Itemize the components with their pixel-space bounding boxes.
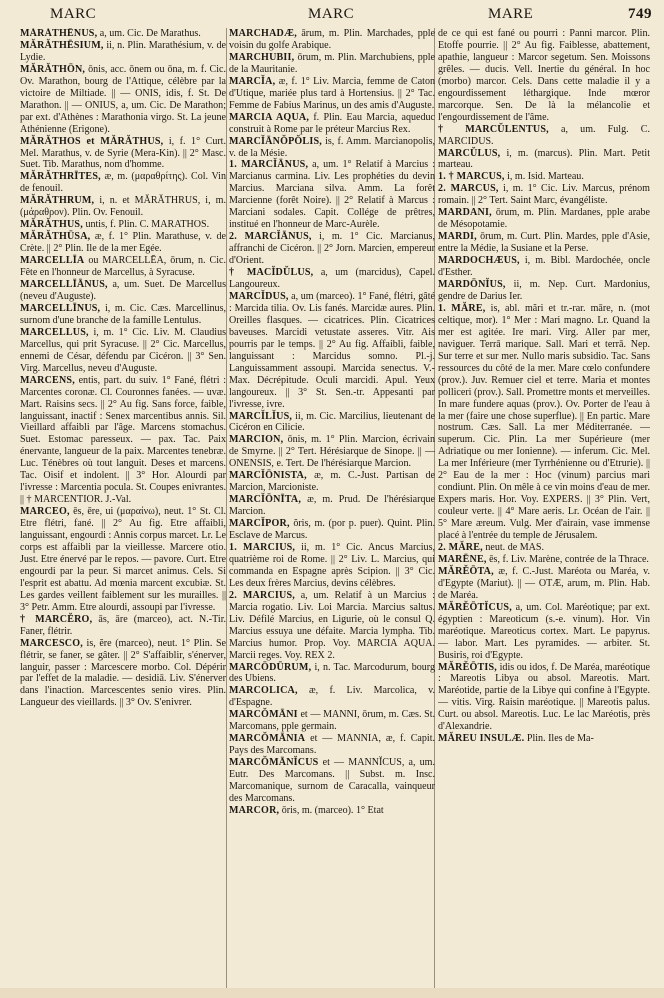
entry-headword: 2. MARCĬĀNUS,: [229, 231, 312, 243]
dictionary-entry: [20, 28, 226, 40]
entry-definition: ōnis, acc. ōnem ou ōna, m. f. Cic. Ov. Marathon, bourg de l'Attique, célèbre par la victoire de Miltiade. || — ONIS, idis, f. St. De Marathon. || — ONIUS, a, um. Cic. De Marathon; par ext. d'Athènes : Marathonia virgo. St. La jeune Athénienne (Erigone).: [20, 63, 226, 135]
dictionary-entry: [20, 231, 226, 255]
dictionary-entry: [438, 171, 650, 183]
entry-definition: a, um. Col. Maréotique; par ext. égyptien : Mareoticum (s.-e. vinum). Hor. Vin maréotique. Mareoticus cortex. Mart. Le papyrus. — labor. Mart. Les pyramides. — arbiter. St. Busiris, roi d'Egypte.: [438, 601, 650, 661]
entry-headword: MARDANI,: [438, 207, 492, 219]
entry-definition: i, m. Bibl. Mardochée, oncle d'Esther.: [438, 255, 650, 279]
dictionary-entry: [229, 805, 435, 817]
entry-definition: entis, part. du suiv. 1° Fané, flétri : Marcentes coronæ. Cl. Couronnes fanées. — uvæ. Mart. Raisins secs. || 2° Au fig. Sans force, faible, languissant, inactif : Senex marcentibus annis. Sil. Vieillard affaibli par l'âge. Marcens stomachus. Suet. Estomac paresseux. — pax. Tac. Paix énervante, langueur de la paix. Marcentes tenebræ. Luc. Ténèbres où tout languit. Deses et marcens. Tac. Oisif et indolent. || 3° Hor. Alourdi par l'ivresse : Marcentia pocula. St. Coupes enivrantes. || † MARCENTIOR. J.-Val.: [20, 374, 226, 506]
page-bottom-edge: [0, 988, 664, 998]
entry-definition: i, m. 1° Cic. Marcianus, affranchi de Cicéron. || 2° Jorn. Marcien, empereur d'Orient.: [229, 231, 435, 267]
dictionary-entry: [229, 291, 435, 411]
header-right-running-head: MARE: [488, 6, 534, 22]
entry-headword: MARDI,: [438, 231, 477, 243]
entry-headword: MARCOR,: [229, 804, 280, 816]
column-3: [438, 28, 650, 994]
dictionary-entry: [229, 662, 435, 686]
entry-definition: ārum, m. Plin. Marchades, pple voisin du golfe Arabique.: [229, 28, 435, 51]
entry-headword: MARCOLICA,: [229, 685, 298, 697]
entry-headword: MĂRĂTHUS,: [20, 219, 83, 231]
entry-headword: MARCĬPOR,: [229, 518, 290, 530]
entry-definition: a, um. Suet. De Marcellus (neveu d'Auguste).: [20, 279, 226, 302]
dictionary-entry: [20, 614, 226, 638]
entry-headword: MĂRĔŌTIS,: [438, 661, 498, 673]
entry-definition: i, m. 1° Cic. Liv. Marcus, prénom romain. || 2° Tert. Saint Marc, évangéliste.: [438, 183, 650, 207]
entry-headword: MARCION,: [229, 434, 284, 446]
dictionary-entry: [20, 279, 226, 303]
dictionary-entry: [229, 76, 435, 112]
dictionary-entry: [438, 255, 650, 279]
dictionary-entry: [20, 40, 226, 64]
entry-definition: a, um (marceo). 1° Fané, flétri, gâté : Marcida tilia. Ov. Lis fanés. Marcidæ aures. Plin. Oreilles flasques. — cicatrices. Plin. Cicatrices baveuses. Marcidi vetustate asseres. Vitr. Ais pourris par le temps. || 2° Au fig. Affaibli, faible, languissant : Marcidus somno. Pl.-j. Languissamment assoupi. Marcida senectus. V.-Max. Décrépitude. Oculi marcidi. Apul. Yeux langoureux. || 3° St. Sen.-tr. Appesanti par l'ivresse, ivre.: [229, 290, 435, 410]
dictionary-entry: [20, 255, 226, 279]
entry-headword: MARCELLĪNUS,: [20, 302, 101, 314]
dictionary-entry: [229, 159, 435, 231]
entry-definition: i, m. (marcus). Plin. Mart. Petit marteau.: [438, 147, 650, 171]
dictionary-entry: [229, 518, 435, 542]
entry-definition: æ, f. 1° Plin. Marathuse, v. de Crète. || 2° Plin. Ile de la mer Egée.: [20, 231, 226, 255]
entry-definition: æ, f. Liv. Marcolica, v. d'Espagne.: [229, 685, 435, 709]
entry-definition: æ, m. C.-Just. Partisan de Marcion, Marcioniste.: [229, 470, 435, 494]
entry-definition: i, n. et MĂRĂTHRUS, i, m. (μάραθρον). Plin. Ov. Fenouil.: [20, 195, 226, 219]
entry-definition: a, um. 1° Relatif à Marcius : Marcianus carmina. Liv. Les prophéties du devin Marcius. Marciana silva. Amm. La forêt Marcienne (forêt Noire). || 2° Relatif à Marcus : Marciani sodales. Capit. Collége de prêtres, institué en l'honneur de Marc-Aurèle.: [229, 159, 435, 231]
dictionary-entry: [229, 434, 435, 470]
dictionary-entry: [229, 136, 435, 160]
dictionary-entry: [20, 303, 226, 327]
entry-headword: MARCĬĀNŎPŎLIS,: [229, 135, 322, 147]
entry-headword: MARCELLĪA: [20, 255, 85, 267]
dictionary-entry: [229, 685, 435, 709]
dictionary-entry: [229, 52, 435, 76]
entry-headword: MARDOCHÆUS,: [438, 255, 520, 267]
entry-headword: MARCEO,: [20, 506, 70, 518]
dictionary-entry: [438, 554, 650, 566]
entry-headword: MARCHUBII,: [229, 51, 295, 63]
entry-definition: ou MARCELLĒA, ōrum, n. Cic. Fête en l'honneur de Marcellus, à Syracuse.: [20, 255, 226, 279]
dictionary-entry: [438, 207, 650, 231]
entry-headword: MARCŎMĀNIA: [229, 733, 306, 745]
entry-headword: 1. MARCĬĀNUS,: [229, 159, 309, 171]
dictionary-entry: [229, 28, 435, 52]
dictionary-entry: [229, 470, 435, 494]
entry-definition: idis ou idos, f. De Maréa, maréotique : Mareotis Libya ou absol. Mareotis. Mart. Maréotide, partie de la Libye qui confine à l'Egypte. — vitis. Virg. Raisin maréotique. || Mareotis palus. Curt. ou absol. Mareotis. Luc. Le lac Maréotis, près d'Alexandrie.: [438, 661, 650, 733]
entry-headword: MARCŌDŪRUM,: [229, 661, 312, 673]
entry-definition: æ, f. C.-Just. Maréota ou Maréa, v. d'Egypte (Mariut). || — OTÆ, arum, m. Plin. Hab. de Maréa.: [438, 565, 650, 601]
entry-headword: MARDŌNĬUS,: [438, 279, 506, 291]
dictionary-entry: [229, 112, 435, 136]
header-left-running-head: MARC: [50, 6, 97, 22]
dictionary-entry: [438, 733, 650, 745]
dictionary-entry: [438, 231, 650, 255]
entry-headword: MĂRĔŌTA,: [438, 565, 494, 577]
entry-headword: † MARCŬLENTUS,: [438, 123, 549, 135]
entry-definition: et — MANNI, ōrum, m. Cæs. St. Marcomans, pple germain.: [229, 709, 435, 733]
entry-headword: 2. MARCIUS,: [229, 589, 295, 601]
entry-definition: Plin. Iles de Ma-: [526, 733, 594, 745]
entry-definition: ii, n. Plin. Marathésium, v. de Lydie.: [20, 39, 226, 63]
column-2: [229, 28, 435, 994]
entry-definition: æ, m. (μαραθρίτης). Col. Vin de fenouil.: [20, 171, 226, 195]
entry-definition: a, um. Relatif à un Marcius : Marcia rogatio. Liv. Loi Marcia. Marcius saltus. Liv. Défilé Marcius, en Ligurie, où le consul Q. Marcius essuya une défaite. Marcia lympha. Tib. Marcius humor. Prop. Voy. MARCIA AQUA. Marcii reges. Voy. REX 2.: [229, 589, 435, 661]
dictionary-entry: [438, 542, 650, 554]
entry-definition: a, um. Fulg. C. MARCIDUS.: [438, 123, 650, 147]
entry-definition: et — MANNĬCUS, a, um. Eutr. Des Marcomans. || Subst. m. Insc. Marcomanique, surnom de Caracalla, vainqueur des Marcomans.: [229, 757, 435, 804]
dictionary-entry: [20, 171, 226, 195]
entry-headword: MARCIA AQUA,: [229, 111, 310, 123]
entry-headword: MARCĬŌNĪTA,: [229, 494, 302, 506]
entry-headword: MARCĬA,: [229, 75, 276, 87]
entry-headword: MARCELLĪĀNUS,: [20, 279, 108, 291]
entry-definition: i, m. Isid. Marteau.: [507, 171, 584, 183]
entry-definition: untis, f. Plin. C. MARATHOS.: [85, 219, 210, 231]
entry-definition: ās, āre (marceo), act. N.-Tir. Faner, flétrir.: [20, 613, 226, 637]
entry-headword: MĂRĂTHĒNUS,: [20, 28, 98, 39]
entry-headword: MARCĬLĬUS,: [229, 410, 293, 422]
entry-headword: MARCENS,: [20, 374, 75, 386]
dictionary-entry: [438, 602, 650, 662]
entry-headword: † MARCĔRO,: [20, 613, 93, 625]
page-header: [20, 4, 660, 26]
dictionary-entry: [229, 709, 435, 733]
entry-headword: MĂRĂTHRĪTES,: [20, 171, 101, 183]
dictionary-entry: [229, 542, 435, 590]
entry-headword: MARĒNE,: [438, 553, 487, 565]
dictionary-entry: [229, 494, 435, 518]
entry-definition: ŏris, m. (por p. puer). Quint. Plin. Esclave de Marcus.: [229, 518, 435, 542]
entry-headword: MĂREU INSULÆ.: [438, 733, 525, 745]
entry-definition: f. Plin. Eau Marcia, aqueduc construit à Rome par le préteur Marcius Rex.: [229, 111, 435, 135]
dictionary-entry: [20, 638, 226, 710]
entry-headword: MĂRĂTHŪSA,: [20, 231, 91, 243]
dictionary-entry: [438, 566, 650, 602]
entry-headword: 1. MARCIUS,: [229, 541, 296, 553]
entry-definition: i, f. 1° Curt. Mel. Marathus, v. de Syrie (Mera-Kin). || 2° Masc. Suet. Tib. Marathus, nom d'homme.: [20, 135, 226, 171]
dictionary-entry: [229, 411, 435, 435]
entry-headword: MĂRĂTHĒSIUM,: [20, 39, 104, 51]
entry-headword: † MACĬDŬLUS,: [229, 267, 314, 279]
entry-definition: a, um. Cic. De Marathus.: [99, 28, 201, 39]
entry-definition: ōnis, m. 1° Plin. Marcion, écrivain de Smyrne. || 2° Tert. Hérésiarque de Sinope. || — ONENSIS, e. Tert. De l'hérésiarque Marcion.: [229, 434, 435, 470]
entry-headword: MARCŎMĀNĬCUS: [229, 757, 319, 769]
dictionary-entry: [229, 733, 435, 757]
entry-definition: ōrum, m. Curt. Plin. Mardes, pple d'Asie, entre la Médie, la Susiane et la Perse.: [438, 231, 650, 255]
entry-definition: ēs, ēre, ui (μαραίνω), neut. 1° St. Cl. Etre flétri, fané. || 2° Au fig. Etre affaibli, languissant, engourdi : Annis corpus marcet. Lr. Le corps est affaibli par la vieillesse. Marcere otio. Just. Etre énervé par le repos. — pavore. Curt. Etre engourdi par la peur. Si marcet animus. Cels. Si l'esprit est abattu. Ad mœnia marcent excubiæ. St. Les gardes veillent faiblement sur les murailles. || 3° Petr. Amm. Etre alourdi, assoupi par l'ivresse.: [20, 506, 226, 613]
entry-headword: MARCHADÆ,: [229, 28, 297, 39]
dictionary-entry: [438, 279, 650, 303]
entry-definition: ii, m. Nep. Curt. Mardonius, gendre de Darius Ier.: [438, 279, 650, 302]
entry-headword: MARCŎMĀNI: [229, 709, 298, 721]
dictionary-entry: [229, 590, 435, 662]
entry-headword: MARCĬŌNISTA,: [229, 470, 307, 482]
entry-definition: ii, m. Cic. Marcilius, lieutenant de Cicéron en Cilicie.: [229, 410, 435, 434]
entry-definition: is, ĕre (marceo), neut. 1° Plin. Se flétrir, se faner, se gâter. || 2° S'affaiblir, s'énerver, languir, passer : Marcescere morbo. Col. Dépérir par l'effet de la maladie. — desidiā. Liv. S'énerver dans l'inaction. Marcescentes senio vires. Plin. Langueur des vieillards. || 3° Ov. S'enivrer.: [20, 637, 226, 709]
entry-headword: MĂRĂTHŌN,: [20, 63, 86, 75]
dictionary-entry: [20, 506, 226, 614]
entry-headword: MĂRĂTHOS et MĂRĂTHUS,: [20, 135, 164, 147]
entry-headword: MARCELLUS,: [20, 326, 89, 338]
entry-headword: MARCESCO,: [20, 637, 83, 649]
dictionary-entry: [229, 231, 435, 267]
dictionary-entry: [438, 28, 650, 124]
entry-definition: æ, m. Prud. De l'hérésiarque Marcion.: [229, 494, 435, 518]
dictionary-entry: [438, 148, 650, 172]
header-center-running-head: MARC: [308, 6, 355, 22]
dictionary-entry: [438, 303, 650, 542]
dictionary-entry: [229, 757, 435, 805]
dictionary-entry: [438, 662, 650, 734]
dictionary-entry: [20, 375, 226, 506]
column-1: [20, 28, 226, 994]
dictionary-entry: [438, 124, 650, 148]
entry-definition: ēs, f. Liv. Marène, contrée de la Thrace.: [489, 553, 649, 565]
entry-definition: is, f. Amm. Marcianopolis, v. de la Mésie.: [229, 135, 435, 159]
entry-definition: de ce qui est fané ou pourri : Panni marcor. Plin. Etoffe pourrie. || 2° Au fig. Faiblesse, abattement, apathie, langueur : Marcor segetum. Sen. Moissons grêles. — ducis. Vell. Inertie du général. In hoc (morbo) marcor. Cels. Dans cette maladie il y a engourdissement léthargique. Inde mœror marcorque. Sen. De là la mélancolie et l'engourdissement de l'âme.: [438, 28, 650, 123]
dictionary-entry: [438, 183, 650, 207]
entry-definition: i, n. Tac. Marcodurum, bourg des Ubiens.: [229, 661, 435, 685]
entry-headword: MARCĬDUS,: [229, 290, 289, 302]
entry-headword: 1. MĂRE,: [438, 302, 486, 314]
entry-headword: 1. † MARCUS,: [438, 171, 505, 183]
page-number: 749: [628, 6, 652, 22]
entry-definition: i, m. Cic. Cæs. Marcellinus, surnom d'une branche de la famille Lentulus.: [20, 302, 226, 326]
entry-definition: et — MANNIA, æ, f. Capit. Pays des Marcomans.: [229, 733, 435, 757]
dictionary-entry: [20, 219, 226, 231]
entry-definition: neut. de MAS.: [485, 541, 544, 553]
entry-definition: ōrum, m. Plin. Marchubiens, pple de la Mauritanie.: [229, 51, 435, 75]
entry-headword: MĂRĔŌTĬCUS,: [438, 601, 512, 613]
entry-definition: ōrum, m. Plin. Mardanes, pple arabe de Mésopotamie.: [438, 207, 650, 231]
entry-headword: 2. MĂRE,: [438, 541, 483, 553]
entry-definition: æ, f. 1° Liv. Marcia, femme de Caton d'Utique, mariée plus tard à Hortensius. || 2° Tac. Femme de Fabius Marinus, un des amis d'Auguste.: [229, 75, 435, 111]
entry-definition: ii, m. 1° Cic. Ancus Marcius, quatrième roi de Rome. || 2° Liv. L. Marcius, qui commanda en Espagne après Scipion. || 3° Cic. Les deux frères Marcius, devins célèbres.: [229, 541, 435, 589]
entry-definition: a, um (marcidus), Capel. Langoureux.: [229, 267, 435, 291]
entry-headword: MARCŬLUS,: [438, 147, 501, 159]
entry-headword: 2. MARCUS,: [438, 183, 499, 195]
dictionary-entry: [20, 195, 226, 219]
entry-definition: is, abl. mări et tr.-rar. māre, n. (mot celtique, mor). 1° Mer : Mari magno. Lr. Quand la mer est agitée. Ire mari. Virg. Aller par mer, naviguer. Terrā marique. Sall. Mari et terrā. Nep. Sur terre et sur mer. Nullo maris subsidio. Tac. Sans ressources du côté de la mer. Mare cœlo confundere (prov.). Juv. Remuer ciel et terre. Maria et montes polliceri (prov.). Sall. Promettre monts et merveilles. In mare fundere aquas (prov.). Ov. Porter de l'eau à la mer (faire une chose superflue). || En partic. Mare nostrum. Cæs. Sall. La mer Méditerranée. — superum. Cic. Plin. La mer Supérieure (mer Adriatique ou mer Ionienne). — inferum. Cic. Mel. La mer Inférieure (mer Tyrrhénienne ou d'Etrurie). || 2° Eau de la mer : Hoc (vinum) parcius mari condiunt. Plin. On mêle à ce vin moins d'eau de mer. Expers maris. Hor. Voy. EXPERS. || 3° Plin. Vert, couleur verte. || 4° Mare aeris. Lr. Océan de l'air. || 5° Mare æreum. Vulg. Mer d'airain, vase immense placé à l'entrée du temple de Jérusalem.: [438, 302, 650, 542]
dictionary-entry: [20, 64, 226, 136]
entry-headword: MĂRĂTHRUM,: [20, 195, 95, 207]
dictionary-entry: [229, 267, 435, 291]
entry-definition: i, m. 1° Cic. Liv. M. Claudius Marcellus, qui prit Syracuse. || 2° Cic. Marcellus, ennemi de César, défendu par Cicéron. || 3° Sen. Virg. Marcellus, neveu d'Auguste.: [20, 326, 226, 374]
entry-definition: ōris, m. (marceo). 1° Etat: [281, 804, 384, 816]
dictionary-entry: [20, 136, 226, 172]
column-divider-1: [226, 28, 227, 990]
dictionary-entry: [20, 327, 226, 375]
